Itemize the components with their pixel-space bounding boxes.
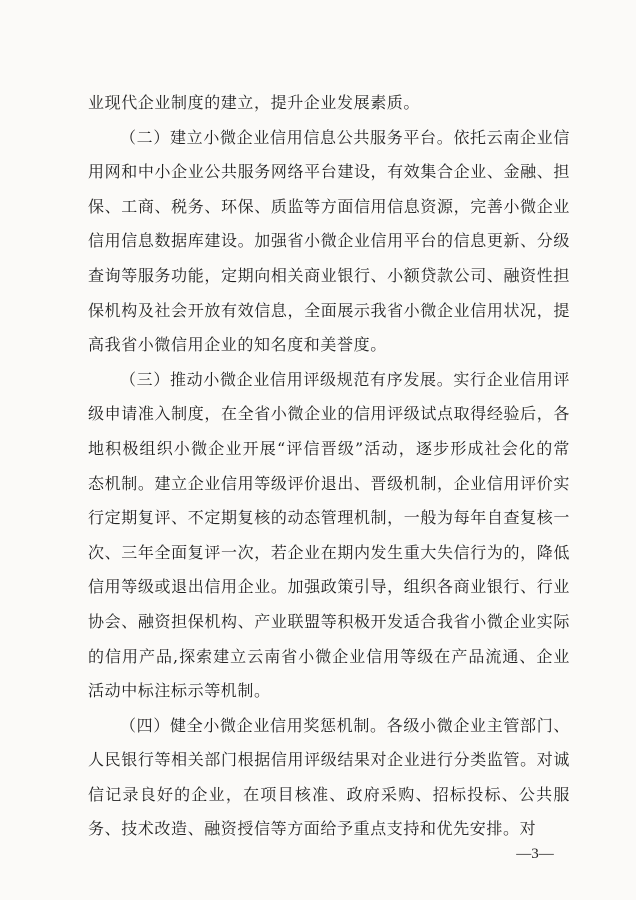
paragraph-credit-platform: （二）建立小微企业信用信息公共服务平台。依托云南企业信用网和中小企业公共服务网络平台建设，有效集合企业、金融、担保、工商、税务、环保、质监等方面信用信息资源，完善小微企业信用信息数据库建设。加强省小微企业信用平台的信息更新、分级查询等服务功能，定期向相关商业银行、小额贷款公司、融资性担保机构及社会开放有效信息，全面展示我省小微企业信用状况，提高我省小微信用企业的知名度和美誉度。 <box>88 127 570 355</box>
body-text <box>88 86 570 847</box>
page-number: —3— <box>516 846 554 862</box>
paragraph-credit-rating: （三）推动小微企业信用评级规范有序发展。实行企业信用评级申请准入制度，在全省小微企业的信用评级试点取得经验后，各地积极组织小微企业开展“评信晋级”活动，逐步形成社会化的常态机制。建立企业信用等级评价退出、晋级机制，企业信用评价实行定期复评、不定期复核的动态管理机制，一般为每年自查复核一次、三年全面复评一次，若企业在期内发生重大失信行为的，降低信用等级或退出信用企业。加强政策引导，组织各商业银行、行业协会、融资担保机构、产业联盟等积极开发适合我省小微企业实际的信用产品,探索建立云南省小微企业信用等级在产品流通、企业活动中标注标示等机制。 <box>88 369 570 701</box>
paragraph-rewards-penalties: （四）健全小微企业信用奖惩机制。各级小微企业主管部门、人民银行等相关部门根据信用评级结果对企业进行分类监管。对诚信记录良好的企业，在项目核准、政府采购、招标投标、公共服务、技术改造、融资授信等方面给予重点支持和优先安排。对 <box>88 715 570 839</box>
paragraph-continuation: 业现代企业制度的建立，提升企业发展素质。 <box>88 93 421 112</box>
